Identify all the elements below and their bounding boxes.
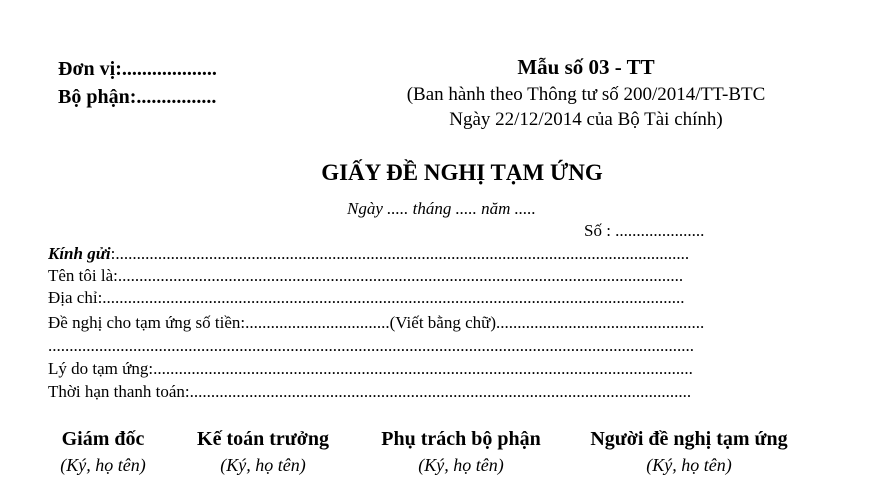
address-line: Địa chỉ:.........................................................................................................................................	[48, 288, 685, 307]
signature-requester	[570, 428, 808, 476]
signature-role: Phụ trách bộ phận	[381, 428, 541, 450]
addressee-dots: :.......................................................................................................................................	[110, 244, 690, 263]
reason-line: Lý do tạm ứng:...............................................................................................................................	[48, 359, 693, 378]
form-number: Mẫu số 03 - TT	[517, 55, 655, 79]
signature-chief-accountant	[182, 428, 344, 476]
signature-note: (Ký, họ tên)	[418, 455, 504, 475]
signature-director	[28, 428, 178, 476]
amount-continued-line: ........................................................................................................................................................	[48, 336, 694, 355]
signature-role: Người đề nghị tạm ứng	[590, 428, 788, 450]
signature-note: (Ký, họ tên)	[60, 455, 146, 475]
decree-line-1: (Ban hành theo Thông tư số 200/2014/TT-BTC	[406, 84, 766, 105]
deadline-line: Thời hạn thanh toán:......................................................................................................................	[48, 382, 692, 401]
amount-line: Đề nghị cho tạm ứng số tiền:..................................(Viết bằng chữ).................................................	[48, 313, 705, 332]
document-number: Số : .....................	[584, 221, 705, 240]
addressee-line	[48, 244, 818, 264]
decree-line-2: Ngày 22/12/2014 của Bộ Tài chính)	[449, 109, 723, 130]
signature-role: Kế toán trưởng	[197, 428, 329, 450]
department-field: Bộ phận:................	[58, 86, 217, 108]
signature-note: (Ký, họ tên)	[220, 455, 306, 475]
unit-field: Đơn vị:...................	[58, 58, 217, 80]
document-title: GIẤY ĐỀ NGHỊ TẠM ỨNG	[321, 160, 603, 185]
signature-department-head	[363, 428, 559, 476]
signature-note: (Ký, họ tên)	[646, 455, 732, 475]
name-line: Tên tôi là:.....................................................................................................................................	[48, 266, 684, 285]
document-date: Ngày ..... tháng ..... năm .....	[347, 199, 536, 218]
addressee-label: Kính gửi	[48, 244, 111, 263]
signature-role: Giám đốc	[61, 428, 145, 450]
